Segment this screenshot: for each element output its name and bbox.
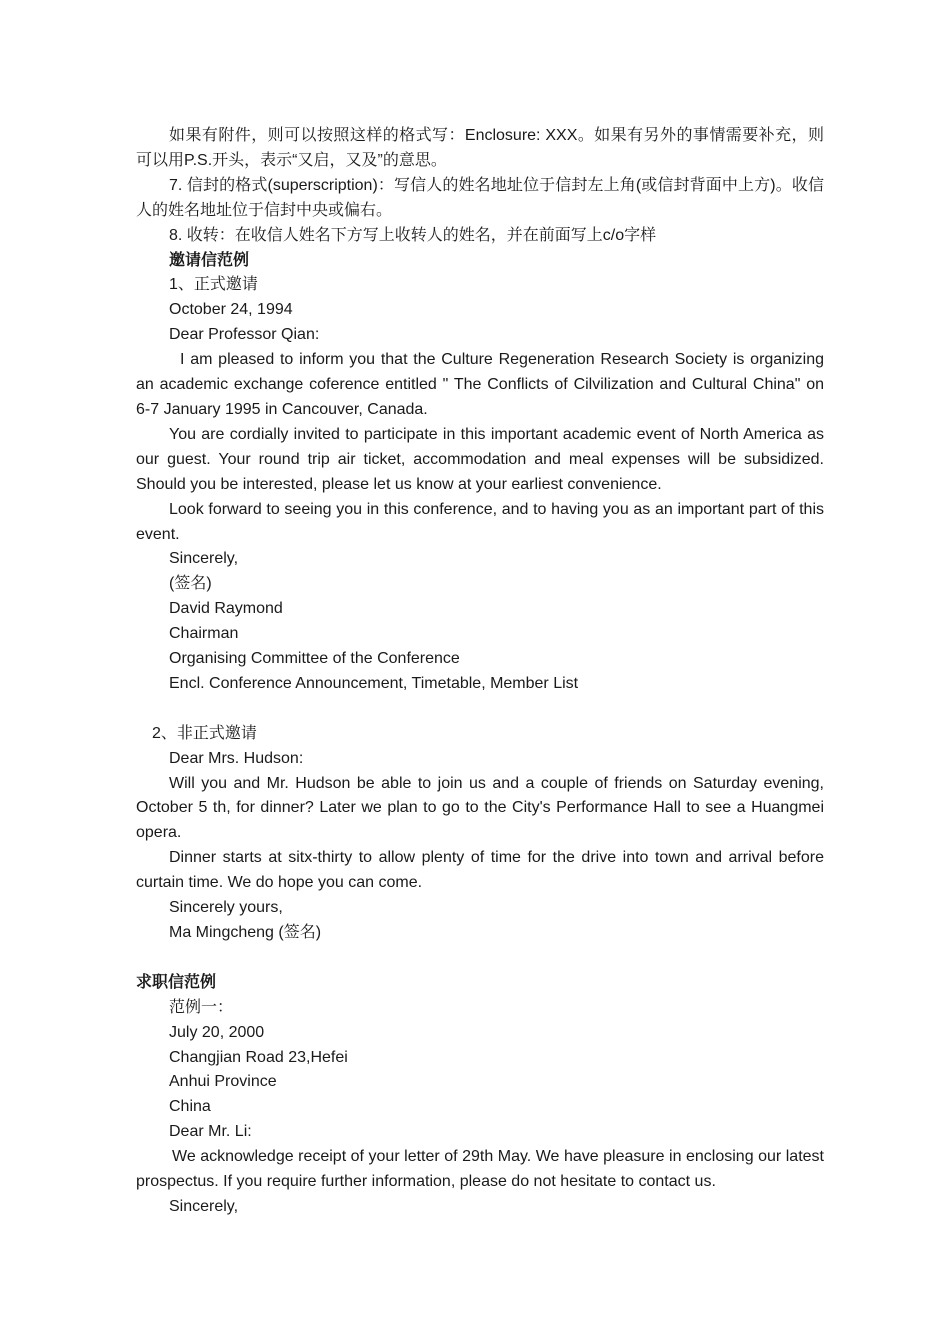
job-letter-address-line: Changjian Road 23,Hefei [169,1048,348,1066]
job-letter-heading: 求职信范例 [136,973,217,991]
paragraph-forwarding: 8. 收转：在收信人姓名下方写上收转人的姓名，并在前面写上c/o字样 [169,226,657,244]
formal-letter-signer-title: Chairman [169,625,239,643]
job-letter-address-line: China [169,1098,211,1116]
formal-letter-salutation: Dear Professor Qian: [169,326,320,344]
invitation-heading: 邀请信范例 [169,251,250,269]
formal-letter-organization: Organising Committee of the Conference [169,650,460,668]
paragraph-enclosure: 如果有附件，则可以按照这样的格式写：Enclosure: XXX。如果有另外的事情需要补充，则可以用P.S.开头，表示“又启，又及”的意思。 [136,127,824,169]
formal-letter-date: October 24, 1994 [169,301,293,319]
formal-letter-paragraph: Look forward to seeing you in this conference, and to having you as an important part of this event. [136,500,824,543]
job-letter-salutation: Dear Mr. Li: [169,1123,252,1141]
blank-line [136,946,824,971]
informal-letter-closing: Sincerely yours, [169,899,283,917]
formal-letter-signer-name: David Raymond [169,600,283,618]
formal-letter-signature-note: (签名) [169,575,212,593]
formal-letter-paragraph: You are cordially invited to participate in this important academic event of North America as our guest. Your round trip air ticket, accommodation and meal expenses will be subsidized. Should you be interested, please let us know at your earliest convenience. [136,425,824,493]
job-letter-closing: Sincerely, [169,1197,239,1215]
informal-letter-salutation: Dear Mrs. Hudson: [169,749,304,767]
paragraph-superscription: 7. 信封的格式(superscription)：写信人的姓名地址位于信封左上角(或信封背面中上方)。收信人的姓名地址位于信封中央或偏右。 [136,176,824,219]
job-letter-address-line: Anhui Province [169,1073,277,1091]
blank-line [136,697,824,722]
informal-letter-paragraph: Dinner starts at sitx-thirty to allow plenty of time for the drive into town and arrival before curtain time. We do hope you can come. [136,849,824,892]
formal-invitation-heading: 1、正式邀请 [169,276,258,294]
informal-letter-paragraph: Will you and Mr. Hudson be able to join us and a couple of friends on Saturday evening, October 5 th, for dinner? Later we plan to go to the City's Performance Hall to see a Huangmei opera. [136,774,824,842]
informal-letter-signature: Ma Mingcheng (签名) [169,923,322,941]
formal-letter-paragraph: I am pleased to inform you that the Culture Regeneration Research Society is organizing an academic exchange coference entitled " The Conflicts of Cilvilization and Cultural China" on 6-7 January 1995 in Cancouver, Canada. [136,351,824,418]
formal-letter-enclosure: Encl. Conference Announcement, Timetable, Member List [169,674,579,692]
job-example-label: 范例一： [169,998,234,1016]
informal-invitation-heading: 2、非正式邀请 [152,724,257,742]
formal-letter-closing: Sincerely, [169,550,239,568]
job-letter-paragraph: We acknowledge receipt of your letter of 29th May. We have pleasure in enclosing our latest prospectus. If you require further information, please do not hesitate to contact us. [136,1148,824,1191]
job-letter-date: July 20, 2000 [169,1023,265,1041]
